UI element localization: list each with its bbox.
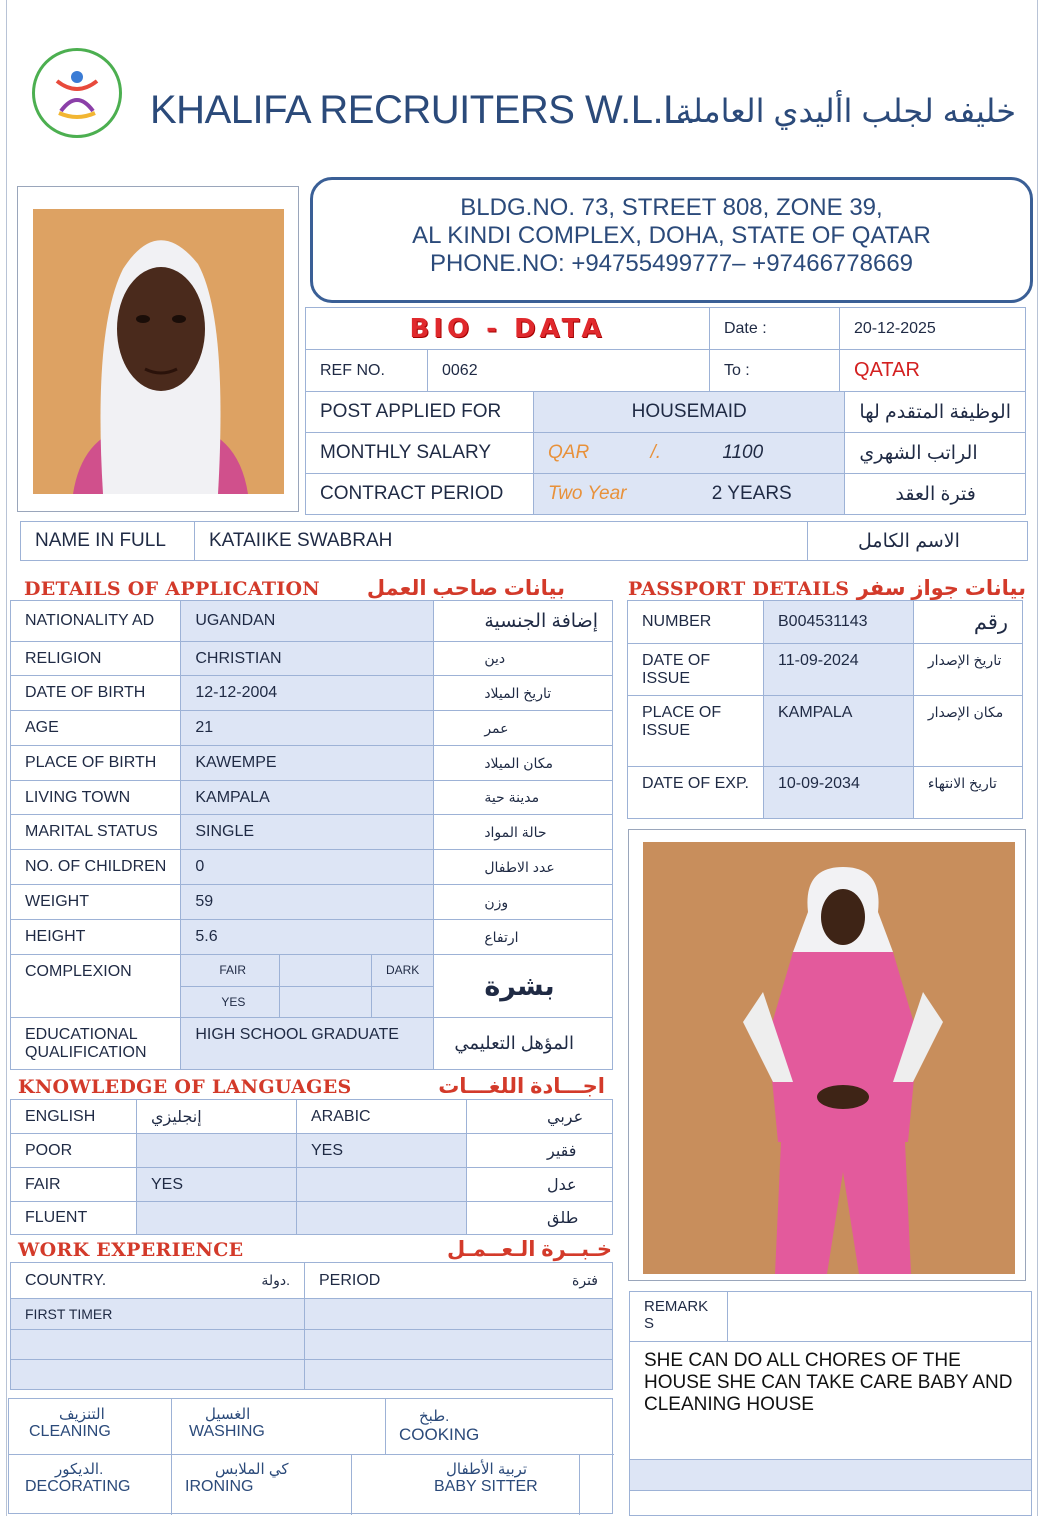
education-value: HIGH SCHOOL GRADUATE <box>181 1018 434 1070</box>
full-body-photo-frame <box>628 829 1026 1281</box>
languages-table <box>10 1099 613 1235</box>
address-line: AL KINDI COMPLEX, DOHA, STATE OF QATAR <box>412 222 931 249</box>
company-logo <box>32 48 122 138</box>
issue-date-label-line: ISSUE <box>642 669 691 687</box>
to-value: QATAR <box>839 350 1025 392</box>
salary-cell <box>534 433 845 474</box>
poor-english <box>137 1134 297 1168</box>
application-row-value: UGANDAN <box>181 601 434 642</box>
education-label-line: EDUCATIONAL <box>25 1026 138 1043</box>
salary-separator: /. <box>650 442 662 463</box>
skills-col-divider <box>385 1399 386 1454</box>
job-table <box>305 391 1026 515</box>
application-row-value: CHRISTIAN <box>181 642 434 676</box>
application-row-value: 0 <box>181 850 434 885</box>
skill-arabic: الديكور. <box>55 1461 104 1478</box>
application-row-label: WEIGHT <box>11 885 181 920</box>
level-poor: POOR <box>11 1134 137 1168</box>
expiry-label: DATE OF EXP. <box>628 767 764 819</box>
country-header <box>11 1263 305 1299</box>
complexion-fair-label: FAIR <box>181 955 279 986</box>
skills-grid <box>8 1398 613 1514</box>
contract-value: 2 YEARS <box>711 483 792 504</box>
application-section-title: DETAILS OF APPLICATION <box>24 578 320 600</box>
bio-data-table <box>305 307 1026 392</box>
level-fair-arabic: عدل <box>467 1168 613 1202</box>
post-label: POST APPLIED FOR <box>306 392 534 433</box>
passport-section-title-arabic: بيانات جواز سفر <box>856 577 1026 600</box>
contract-hint: Two Year <box>548 483 627 504</box>
application-row-label: NO. OF CHILDREN <box>11 850 181 885</box>
application-row-label-arabic: ارتفاع <box>434 920 613 955</box>
application-row-label-arabic: مدينة حية <box>434 781 613 815</box>
language-arabic-arabic: عربي <box>467 1100 613 1134</box>
period-header <box>305 1263 613 1299</box>
application-row-label-arabic: مكان الميلاد <box>434 746 613 781</box>
remarks-text-line: SHE CAN DO ALL CHORES OF THE <box>644 1350 961 1371</box>
application-row-label: DATE OF BIRTH <box>11 676 181 711</box>
application-row-label: MARITAL STATUS <box>11 815 181 850</box>
level-fair: FAIR <box>11 1168 137 1202</box>
education-label-arabic: المؤهل التعليمي <box>434 1018 613 1070</box>
skill-arabic: طبخ. <box>419 1408 450 1425</box>
application-details-table <box>10 600 613 1070</box>
issue-place-label <box>628 696 764 767</box>
country-label: COUNTRY. <box>25 1271 107 1289</box>
post-value: HOUSEMAID <box>534 392 845 433</box>
remarks-label-line: REMARK <box>644 1298 709 1315</box>
application-row-label-arabic: عمر <box>434 711 613 746</box>
complexion-mid <box>280 955 372 986</box>
complexion-dark-value <box>371 986 433 1017</box>
language-english-arabic: إنجليزي <box>137 1100 297 1134</box>
remarks-label <box>630 1292 728 1342</box>
skills-row-divider <box>9 1454 614 1455</box>
complexion-row <box>11 955 613 1018</box>
salary-label: MONTHLY SALARY <box>306 433 534 474</box>
application-row-label: LIVING TOWN <box>11 781 181 815</box>
issue-place-value: KAMPALA <box>764 696 914 767</box>
application-row-label-arabic: تاريخ الميلاد <box>434 676 613 711</box>
company-address-box <box>310 177 1033 303</box>
name-table <box>20 521 1028 561</box>
work-experience-table <box>10 1262 613 1390</box>
to-label: To : <box>709 350 839 392</box>
contract-label: CONTRACT PERIOD <box>306 474 534 515</box>
remarks-box <box>629 1291 1032 1516</box>
skills-col-divider <box>171 1399 172 1515</box>
passport-details-table <box>627 600 1023 819</box>
skill-ironing <box>185 1460 288 1496</box>
skill-arabic: الغسيل <box>205 1406 251 1423</box>
skill-arabic: تربية الأطفال <box>446 1461 528 1478</box>
work-section-title-arabic: خـبــرة الـعــمـل <box>446 1238 612 1261</box>
remarks-text-line: HOUSE SHE CAN TAKE CARE BABY AND <box>644 1372 1013 1393</box>
work-row-country <box>11 1360 305 1390</box>
application-section-title-arabic: بيانات صاحب العمل <box>366 577 565 600</box>
level-poor-arabic: فقير <box>467 1134 613 1168</box>
work-row-country: FIRST TIMER <box>11 1299 305 1330</box>
issue-place-arabic: مكان الإصدار <box>913 696 1022 767</box>
application-row-value: 12-12-2004 <box>181 676 434 711</box>
contract-cell <box>534 474 845 515</box>
skill-english: CLEANING <box>29 1423 111 1440</box>
skill-arabic: التنزيف <box>59 1406 105 1423</box>
company-name: KHALIFA RECRUITERS W.L.L. <box>150 88 696 132</box>
application-row <box>11 711 613 746</box>
salary-currency: QAR <box>548 442 590 463</box>
skill-washing <box>189 1405 265 1441</box>
remarks-blank-row <box>630 1459 1031 1491</box>
passport-section-title: PASSPORT DETAILS <box>628 578 850 600</box>
education-label-line: QUALIFICATION <box>25 1044 147 1061</box>
issue-date-label <box>628 644 764 696</box>
logo-figure-icon <box>47 63 107 123</box>
complexion-fair-value: YES <box>181 986 279 1017</box>
skill-decorating <box>25 1460 130 1496</box>
application-row-value: 21 <box>181 711 434 746</box>
complexion-mid-value <box>280 986 372 1017</box>
issue-place-label-line: PLACE OF <box>642 704 722 721</box>
application-row <box>11 746 613 781</box>
application-row-label: HEIGHT <box>11 920 181 955</box>
address-line: BLDG.NO. 73, STREET 808, ZONE 39, <box>460 194 883 221</box>
issue-place-label-line: ISSUE <box>642 722 691 739</box>
application-row-label-arabic: عدد الاطفال <box>434 850 613 885</box>
application-row-label: PLACE OF BIRTH <box>11 746 181 781</box>
name-value: KATAIIKE SWABRAH <box>195 522 808 561</box>
skill-english: WASHING <box>189 1423 265 1440</box>
languages-section-title-arabic: اجـــادة اللغـــات <box>438 1075 605 1098</box>
work-row-period <box>305 1299 613 1330</box>
skill-english: COOKING <box>399 1425 480 1444</box>
remarks-header-blank <box>728 1292 1031 1342</box>
skills-col-divider <box>579 1454 580 1515</box>
work-row-period <box>305 1330 613 1360</box>
application-row-label-arabic: وزن <box>434 885 613 920</box>
level-fluent-arabic: طلق <box>467 1202 613 1235</box>
application-row-label-arabic: حالة المواد <box>434 815 613 850</box>
skill-english: BABY SITTER <box>434 1478 538 1495</box>
portrait-photo-frame <box>17 186 299 512</box>
application-row <box>11 920 613 955</box>
passport-number-value: B004531143 <box>764 601 914 644</box>
application-row <box>11 850 613 885</box>
skill-cooking <box>399 1407 479 1445</box>
application-row-value: SINGLE <box>181 815 434 850</box>
name-label: NAME IN FULL <box>21 522 195 561</box>
work-section-title: WORK EXPERIENCE <box>18 1239 244 1261</box>
skills-col-divider <box>351 1454 352 1515</box>
complexion-label-arabic: بشرة <box>434 955 613 1018</box>
salary-value: 1100 <box>722 442 764 463</box>
skill-english: IRONING <box>185 1478 254 1495</box>
application-row-value: 59 <box>181 885 434 920</box>
post-label-arabic: الوظيفة المتقدم لها <box>845 392 1026 433</box>
phone-line: PHONE.NO: +94755499777– +97466778669 <box>429 250 914 277</box>
complexion-label: COMPLEXION <box>11 955 181 1018</box>
skill-baby-sitter <box>434 1460 538 1496</box>
remarks-label-line: S <box>644 1315 655 1332</box>
language-arabic: ARABIC <box>297 1100 467 1134</box>
skill-cleaning <box>29 1405 111 1441</box>
application-row-value: KAWEMPE <box>181 746 434 781</box>
remarks-text-line: CLEANING HOUSE <box>644 1394 814 1415</box>
level-fluent: FLUENT <box>11 1202 137 1235</box>
country-label-arabic: دولة. <box>261 1271 290 1288</box>
expiry-value: 10-09-2034 <box>764 767 914 819</box>
work-row-country <box>11 1330 305 1360</box>
contract-label-arabic: فترة العقد <box>845 474 1026 515</box>
education-row <box>11 1018 613 1070</box>
application-row-label-arabic: إضافة الجنسية <box>434 601 613 642</box>
complexion-dark-label: DARK <box>371 955 433 986</box>
date-value: 20-12-2025 <box>839 308 1025 350</box>
application-row-label-arabic: دين <box>434 642 613 676</box>
application-row-label: NATIONALITY AD <box>11 601 181 642</box>
application-row <box>11 601 613 642</box>
bio-data-title: BIO - DATA <box>409 313 606 344</box>
languages-section-title: KNOWLEDGE OF LANGUAGES <box>18 1076 352 1098</box>
salary-label-arabic: الراتب الشهري <box>845 433 1026 474</box>
period-label: PERIOD <box>319 1271 381 1289</box>
application-row-label: RELIGION <box>11 642 181 676</box>
period-label-arabic: فترة <box>572 1271 598 1288</box>
full-body-photo <box>643 842 1015 1274</box>
remarks-text <box>644 1350 1013 1416</box>
fair-arabic <box>297 1168 467 1202</box>
ref-label: REF NO. <box>306 350 428 392</box>
skill-arabic: كي الملابس <box>215 1461 289 1478</box>
bio-data-title-cell <box>306 308 710 350</box>
issue-date-label-line: DATE OF <box>642 651 711 669</box>
language-english: ENGLISH <box>11 1100 137 1134</box>
fluent-arabic <box>297 1202 467 1235</box>
application-row <box>11 885 613 920</box>
issue-date-value: 11-09-2024 <box>764 644 914 696</box>
education-label <box>11 1018 181 1070</box>
date-label: Date : <box>709 308 839 350</box>
passport-number-arabic: رقم <box>913 601 1022 644</box>
skill-english: DECORATING <box>25 1478 131 1495</box>
passport-number-label: NUMBER <box>628 601 764 644</box>
application-row <box>11 642 613 676</box>
application-row-label: AGE <box>11 711 181 746</box>
company-name-arabic: خليفه لجلب األيدي العاملة <box>675 93 1016 129</box>
name-label-arabic: الاسم الكامل <box>808 522 1028 561</box>
application-row-value: 5.6 <box>181 920 434 955</box>
application-row <box>11 676 613 711</box>
portrait-photo <box>33 209 284 494</box>
ref-value: 0062 <box>428 350 710 392</box>
work-row-period <box>305 1360 613 1390</box>
complexion-grid <box>181 955 433 1017</box>
fair-english: YES <box>137 1168 297 1202</box>
application-row-value: KAMPALA <box>181 781 434 815</box>
poor-arabic: YES <box>297 1134 467 1168</box>
expiry-arabic: تاريخ الانتهاء <box>913 767 1022 819</box>
application-row <box>11 815 613 850</box>
complexion-grid-cell <box>181 955 434 1018</box>
application-row <box>11 781 613 815</box>
fluent-english <box>137 1202 297 1235</box>
issue-date-arabic: تاريخ الإصدار <box>913 644 1022 696</box>
